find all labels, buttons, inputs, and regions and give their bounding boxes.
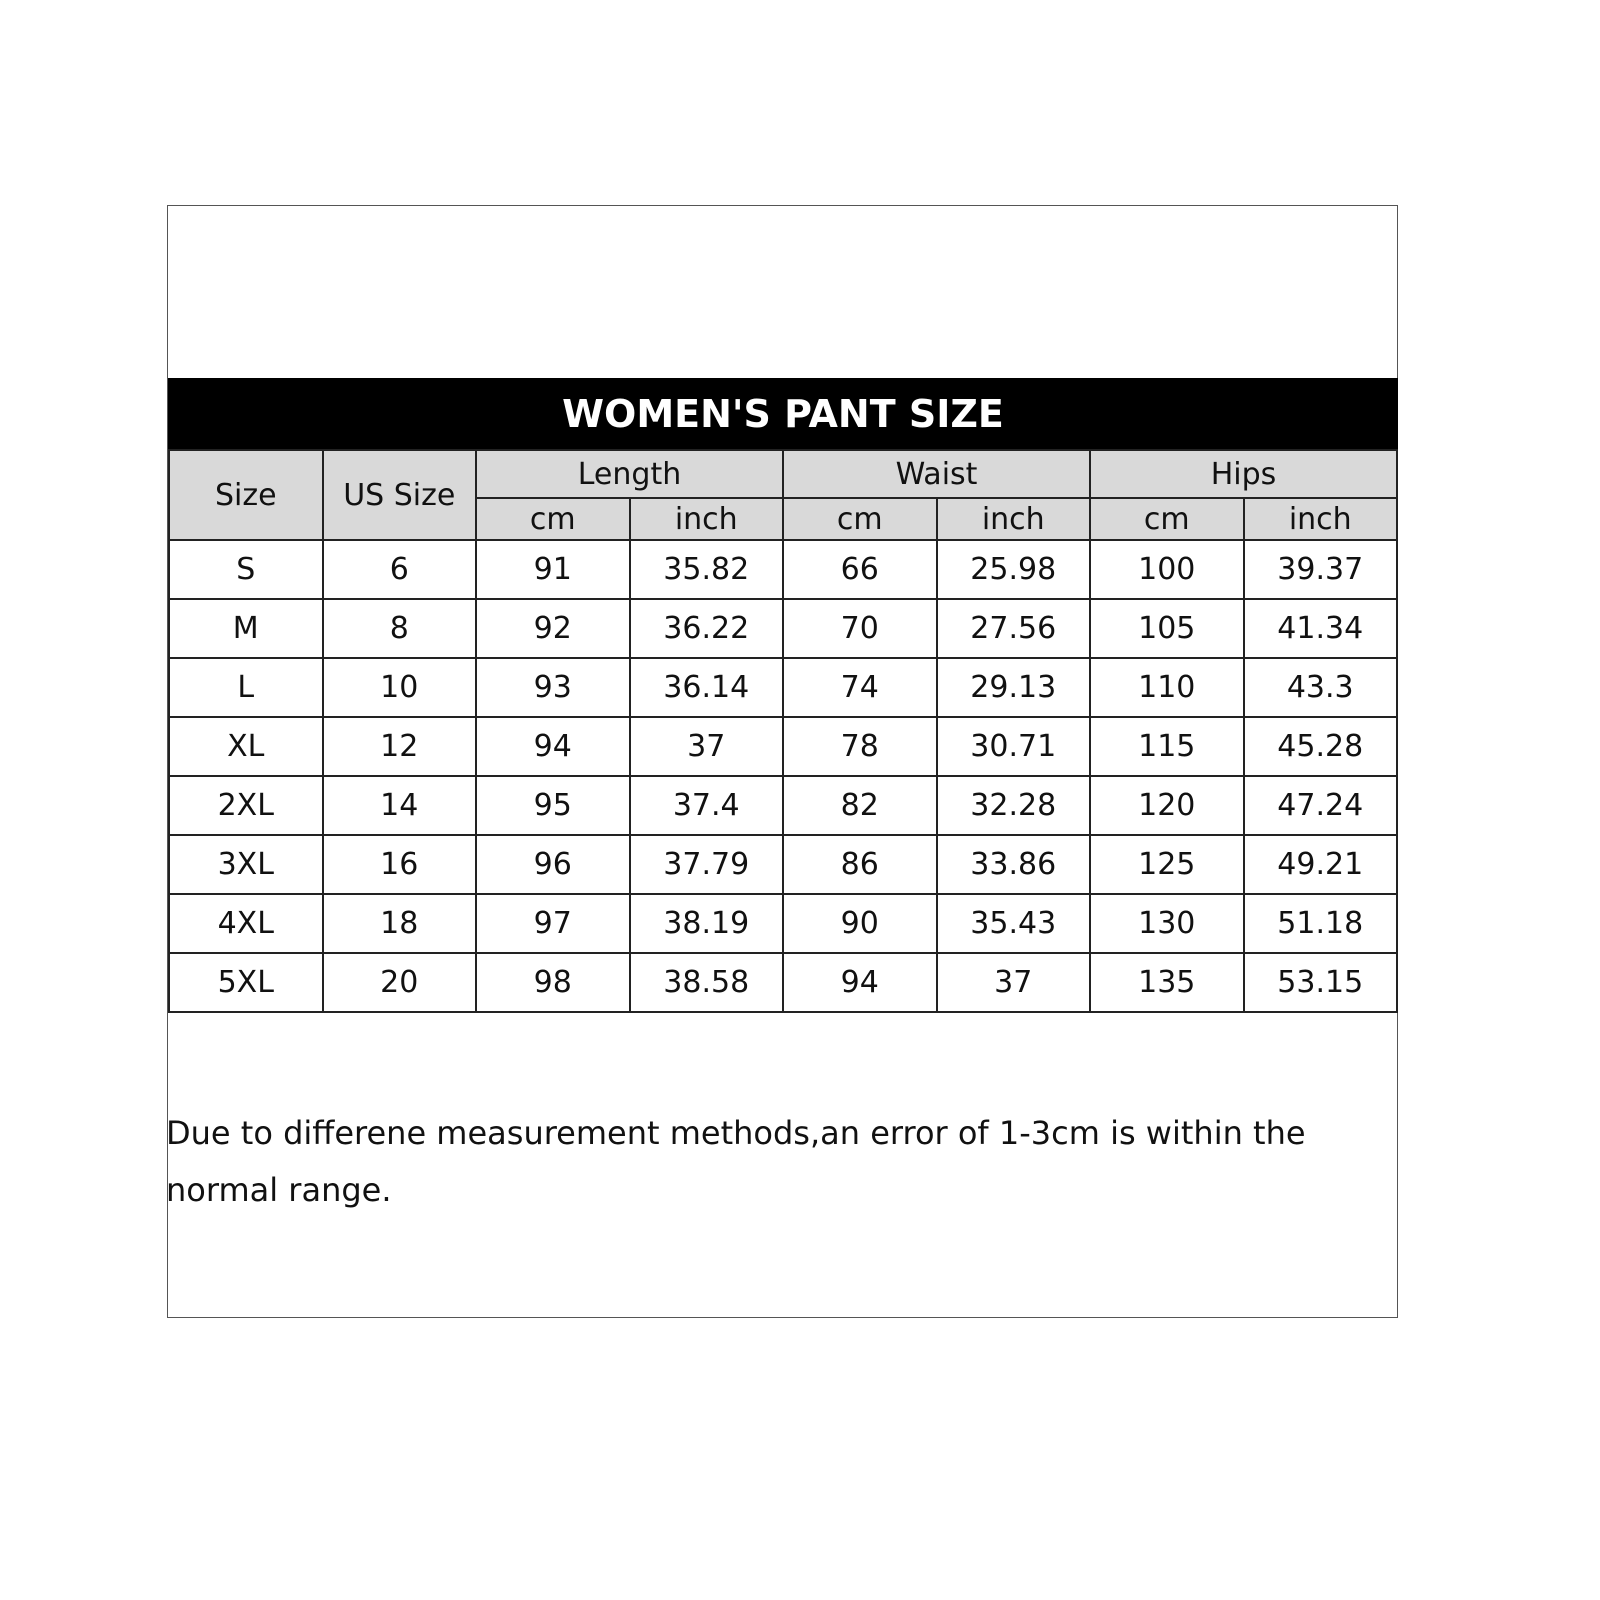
table-cell: 105 <box>1090 599 1244 658</box>
header-unit: cm <box>1090 498 1244 540</box>
table-cell: L <box>169 658 323 717</box>
table-cell: 45.28 <box>1244 717 1398 776</box>
table-cell: 135 <box>1090 953 1244 1012</box>
header-us-size: US Size <box>323 450 477 540</box>
table-row <box>169 540 1397 599</box>
table-cell: 90 <box>783 894 937 953</box>
table-row <box>169 953 1397 1012</box>
table-cell: 32.28 <box>937 776 1091 835</box>
table-cell: 43.3 <box>1244 658 1398 717</box>
table-cell: 18 <box>323 894 477 953</box>
table-cell: 29.13 <box>937 658 1091 717</box>
header-hips: Hips <box>1090 450 1397 498</box>
table-cell: 2XL <box>169 776 323 835</box>
table-cell: 38.58 <box>630 953 784 1012</box>
table-cell: 70 <box>783 599 937 658</box>
table-cell: 37.79 <box>630 835 784 894</box>
table-cell: 25.98 <box>937 540 1091 599</box>
table-cell: 35.82 <box>630 540 784 599</box>
table-cell: 5XL <box>169 953 323 1012</box>
table-cell: 96 <box>476 835 630 894</box>
table-cell: 37 <box>630 717 784 776</box>
table-cell: 37.4 <box>630 776 784 835</box>
table-cell: 130 <box>1090 894 1244 953</box>
table-cell: 16 <box>323 835 477 894</box>
header-unit: inch <box>630 498 784 540</box>
table-cell: 100 <box>1090 540 1244 599</box>
table-cell: 94 <box>783 953 937 1012</box>
table-cell: 115 <box>1090 717 1244 776</box>
header-unit: cm <box>476 498 630 540</box>
table-cell: 35.43 <box>937 894 1091 953</box>
table-cell: 97 <box>476 894 630 953</box>
header-unit: inch <box>937 498 1091 540</box>
table-cell: 41.34 <box>1244 599 1398 658</box>
table-cell: 120 <box>1090 776 1244 835</box>
table-cell: 36.22 <box>630 599 784 658</box>
table-cell: 51.18 <box>1244 894 1398 953</box>
table-cell: 93 <box>476 658 630 717</box>
table-cell: 82 <box>783 776 937 835</box>
chart-title: WOMEN'S PANT SIZE <box>168 378 1398 449</box>
size-table <box>168 449 1398 1013</box>
table-cell: 94 <box>476 717 630 776</box>
table-cell: 39.37 <box>1244 540 1398 599</box>
header-unit: inch <box>1244 498 1398 540</box>
table-cell: 33.86 <box>937 835 1091 894</box>
table-cell: 6 <box>323 540 477 599</box>
table-cell: 38.19 <box>630 894 784 953</box>
table-cell: 53.15 <box>1244 953 1398 1012</box>
table-cell: 125 <box>1090 835 1244 894</box>
table-cell: 110 <box>1090 658 1244 717</box>
header-waist: Waist <box>783 450 1090 498</box>
table-row <box>169 717 1397 776</box>
table-row <box>169 835 1397 894</box>
table-cell: XL <box>169 717 323 776</box>
header-size: Size <box>169 450 323 540</box>
table-cell: 66 <box>783 540 937 599</box>
table-row <box>169 894 1397 953</box>
table-cell: 14 <box>323 776 477 835</box>
header-row-groups <box>169 450 1397 498</box>
table-cell: 3XL <box>169 835 323 894</box>
table-cell: 10 <box>323 658 477 717</box>
table-cell: 27.56 <box>937 599 1091 658</box>
table-cell: 98 <box>476 953 630 1012</box>
table-cell: 74 <box>783 658 937 717</box>
table-row <box>169 658 1397 717</box>
table-cell: 91 <box>476 540 630 599</box>
table-cell: 12 <box>323 717 477 776</box>
table-cell: 78 <box>783 717 937 776</box>
table-cell: 30.71 <box>937 717 1091 776</box>
table-cell: 36.14 <box>630 658 784 717</box>
header-length: Length <box>476 450 783 498</box>
table-cell: 8 <box>323 599 477 658</box>
table-cell: 47.24 <box>1244 776 1398 835</box>
table-cell: 4XL <box>169 894 323 953</box>
table-row <box>169 776 1397 835</box>
table-cell: 49.21 <box>1244 835 1398 894</box>
table-cell: 20 <box>323 953 477 1012</box>
table-cell: 92 <box>476 599 630 658</box>
table-cell: S <box>169 540 323 599</box>
table-cell: 86 <box>783 835 937 894</box>
header-unit: cm <box>783 498 937 540</box>
table-cell: 37 <box>937 953 1091 1012</box>
table-row <box>169 599 1397 658</box>
measurement-note: Due to differene measurement methods,an error of 1-3cm is within the normal range. <box>166 1114 1306 1209</box>
table-cell: M <box>169 599 323 658</box>
table-cell: 95 <box>476 776 630 835</box>
